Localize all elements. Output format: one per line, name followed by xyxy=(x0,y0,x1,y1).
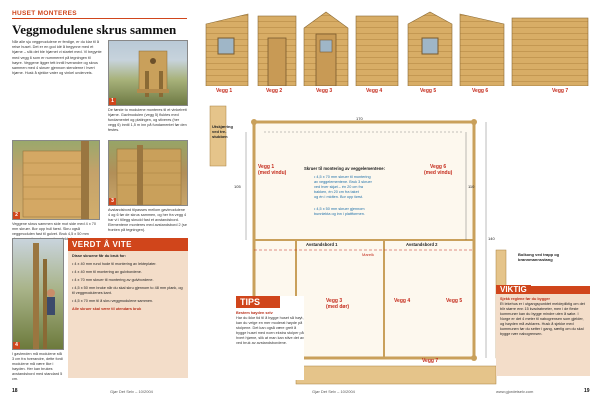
fact-box-heading: VERDT Å VITE xyxy=(68,238,188,251)
svg-text:(med vindu): (med vindu) xyxy=(424,170,453,176)
page-title: Veggmodulene skrus sammen xyxy=(12,22,177,37)
photo-3 xyxy=(108,140,188,206)
tips-body xyxy=(236,308,304,346)
tips-heading: TIPS xyxy=(236,296,280,308)
dim-140: 140 xyxy=(488,236,495,241)
photo-number: 2 xyxy=(13,212,20,219)
wall-2-elevation xyxy=(258,16,296,86)
screws-note-1: • 4,5 x 70 mm skruer til montering xyxy=(314,175,371,179)
plan-wall-7: Vegg 7 xyxy=(422,358,439,364)
wall-4-elevation xyxy=(356,16,398,86)
photo-3-illustration xyxy=(109,141,188,206)
wall-7-elevation xyxy=(512,18,588,86)
wall-label-5: Vegg 5 xyxy=(420,88,437,94)
corner-note-2: ved tre- xyxy=(212,129,227,134)
wall-label-7: Vegg 7 xyxy=(552,88,569,94)
photo-4 xyxy=(12,238,64,350)
svg-text:og én i midten. Bor opp først.: og én i midten. Bor opp først. xyxy=(314,195,363,199)
wall-label-6: Vegg 6 xyxy=(472,88,489,94)
wall-6-elevation xyxy=(460,14,504,86)
plan-wall-1: Vegg 1 xyxy=(258,164,275,170)
photo-caption: Avstandsbord tilpasses mellom gavlmodulene 4 og 6 før de skrus sammen, og her fra vegg 4 har vi i tillegg skrudd fast et avstandsbord. Elementene monteres med avstandsbord 2 (se fronten på tegningen). xyxy=(108,208,187,232)
dim-110: 110 xyxy=(468,184,475,189)
wall-5-elevation xyxy=(408,12,452,86)
wall-3-elevation xyxy=(304,12,348,86)
photo-caption: Veggene skrus sammen side mot side med 4 x 70 mm skruer. Bor opp hull først. Skru også veggmodulen fast til gulvet. Bruk 4,5 x 50 mm xyxy=(12,222,96,236)
fact-item: • 4,5 x 50 mm bruke når du skal skru gjennom to 48 mm plank, og til veggmodulenes kant. xyxy=(72,286,183,295)
photo-2-illustration xyxy=(13,141,100,220)
section-rule xyxy=(12,18,187,19)
avstand-2: Avstandsbord 2 xyxy=(406,242,438,247)
plan-wall-4: Vegg 4 xyxy=(394,298,411,304)
important-body xyxy=(496,294,590,340)
tips-box xyxy=(236,296,304,380)
fact-item: • 4,5 x 70 mm til å skru veggmodulene sammen. xyxy=(72,299,154,303)
page-number: 19 xyxy=(584,388,590,394)
fact-item: • 4 x 40 mm til montering av gulvbordene. xyxy=(72,270,142,274)
corner-note-3: stubben xyxy=(212,134,228,139)
page-footer xyxy=(584,388,590,394)
page-footer xyxy=(12,388,18,394)
wall-1-elevation xyxy=(206,14,248,86)
important-heading: VIKTIG xyxy=(496,285,531,294)
svg-text:(med vindu): (med vindu) xyxy=(258,170,287,176)
important-box xyxy=(496,286,590,376)
photo-1 xyxy=(108,40,188,106)
page-number: 18 xyxy=(12,388,18,394)
important-text: Et lekehus er i utgangspunktet meldepliktig om det blir større enn 15 kvadratmeter, men i de fleste kommuner kan du bygge mindre uten å søke. I Norge er det 4 meter til nabogrensen som gjelder, og høyden må avklares. Husk å sjekke med kommunen før du setter i gang, særlig om du skal bygge nær nabogrensen. xyxy=(500,302,585,336)
plan-wall-6: Vegg 6 xyxy=(430,164,447,170)
important-lead: Sjekk reglene før du bygger xyxy=(500,297,551,301)
dim-170: 170 xyxy=(356,116,363,121)
screws-title: Skruer til montering av veggelementene: xyxy=(304,166,385,171)
wall-label-2: Vegg 2 xyxy=(266,88,283,94)
svg-text:av veggelementene. Bruk 3 skru: av veggelementene. Bruk 3 skruer xyxy=(314,180,372,184)
screws-note-2: • 4,5 x 50 mm skruer gjennom xyxy=(314,207,365,211)
side-note: Bolkong ved trapp og brannmannsstang xyxy=(518,252,560,262)
tips-text: Har du ikke tid til å bygge huset så høyt, kan du velge en mer moderat høyde på stolpene. Det kan også være greit å bygge huset med noen ekstra stolper på hvert hjørne, slik at man kan stive det av ved bruk av avstandsbordene. xyxy=(236,316,304,345)
wall-label-4: Vegg 4 xyxy=(366,88,383,94)
plan-wall-5: Vegg 5 xyxy=(446,298,463,304)
photo-caption: I gavlenden må modulene stå 3 cm fra hverandre, dette fordi modulene må være like i høyden. Her kan brukes avstandsbord med standard 5 cm. xyxy=(12,352,63,381)
intro-text: Når alle sju veggmodulene er ferdige, er du klar til å reise huset. Det er en god idé å begynne med et hjørne – slik det ble hjørnet vi startet med. Vi begynte med vegg 6 som er nummerert på tegningen til høyre. Veggene ligger tett inntil hverandre og skrus sammen med 4 skruer gjennom stenderne i hvert hjørne. Husk å sjekke vater og vinkel underveis. xyxy=(12,40,102,76)
svg-text:bunnlekta og inn i plattformen: bunnlekta og inn i plattformen. xyxy=(314,212,365,216)
footer-issue: Gjør Det Selv – 10/2004 xyxy=(312,389,355,394)
svg-text:bakken, én 20 cm fra taket: bakken, én 20 cm fra taket xyxy=(314,190,359,194)
svg-text:ved hver skjøt – én 20 cm fra: ved hver skjøt – én 20 cm fra xyxy=(314,185,363,189)
fact-box-note: Alle skruer skal være til utendørs bruk xyxy=(72,307,142,311)
avstand-1: Avstandsbord 1 xyxy=(306,242,338,247)
fact-box-body xyxy=(68,251,188,318)
section-tag: HUSET MONTERES xyxy=(12,10,77,17)
wall-label-1: Vegg 1 xyxy=(216,88,233,94)
photo-number: 4 xyxy=(13,342,20,349)
right-page xyxy=(196,0,600,400)
corner-note-1: Utskjæring xyxy=(212,124,233,129)
photo-number: 3 xyxy=(109,198,116,205)
svg-text:(med dør): (med dør) xyxy=(326,304,350,310)
photo-caption: De første to modulene monteres til et vinkelrett hjørne. Gavlmodulen (vegg 5) fluktes med fundamentet og platingen, og stiveres (her vegg 6) inntil 1,5 m inn på fundamentet før den festes. xyxy=(108,108,187,132)
photo-4-illustration xyxy=(13,239,64,350)
tips-lead: Bestem høyden selv xyxy=(236,311,273,315)
photo-1-illustration xyxy=(109,41,188,106)
fact-box xyxy=(68,238,188,378)
fact-item: • 4 x 70 mm skruer til montering av gulvbordene. xyxy=(72,278,154,282)
fact-item: • 4 x 40 mm rund hode til montering av lekteplater. xyxy=(72,262,157,266)
plan-wall-3: Vegg 3 xyxy=(326,298,343,304)
footer-issue: Gjør Det Selv – 10/2004 xyxy=(110,389,153,394)
dim-105: 105 xyxy=(234,184,241,189)
left-page xyxy=(0,0,196,400)
marelk-label: Marelk xyxy=(362,252,375,257)
fact-box-lead: Disse skruene får du bruk for: xyxy=(72,254,127,258)
wall-label-3: Vegg 3 xyxy=(316,88,333,94)
wall-elevations xyxy=(200,10,600,86)
photo-2 xyxy=(12,140,100,220)
photo-number: 1 xyxy=(109,98,116,105)
footer-url: www.gjordetselv.com xyxy=(496,389,534,394)
